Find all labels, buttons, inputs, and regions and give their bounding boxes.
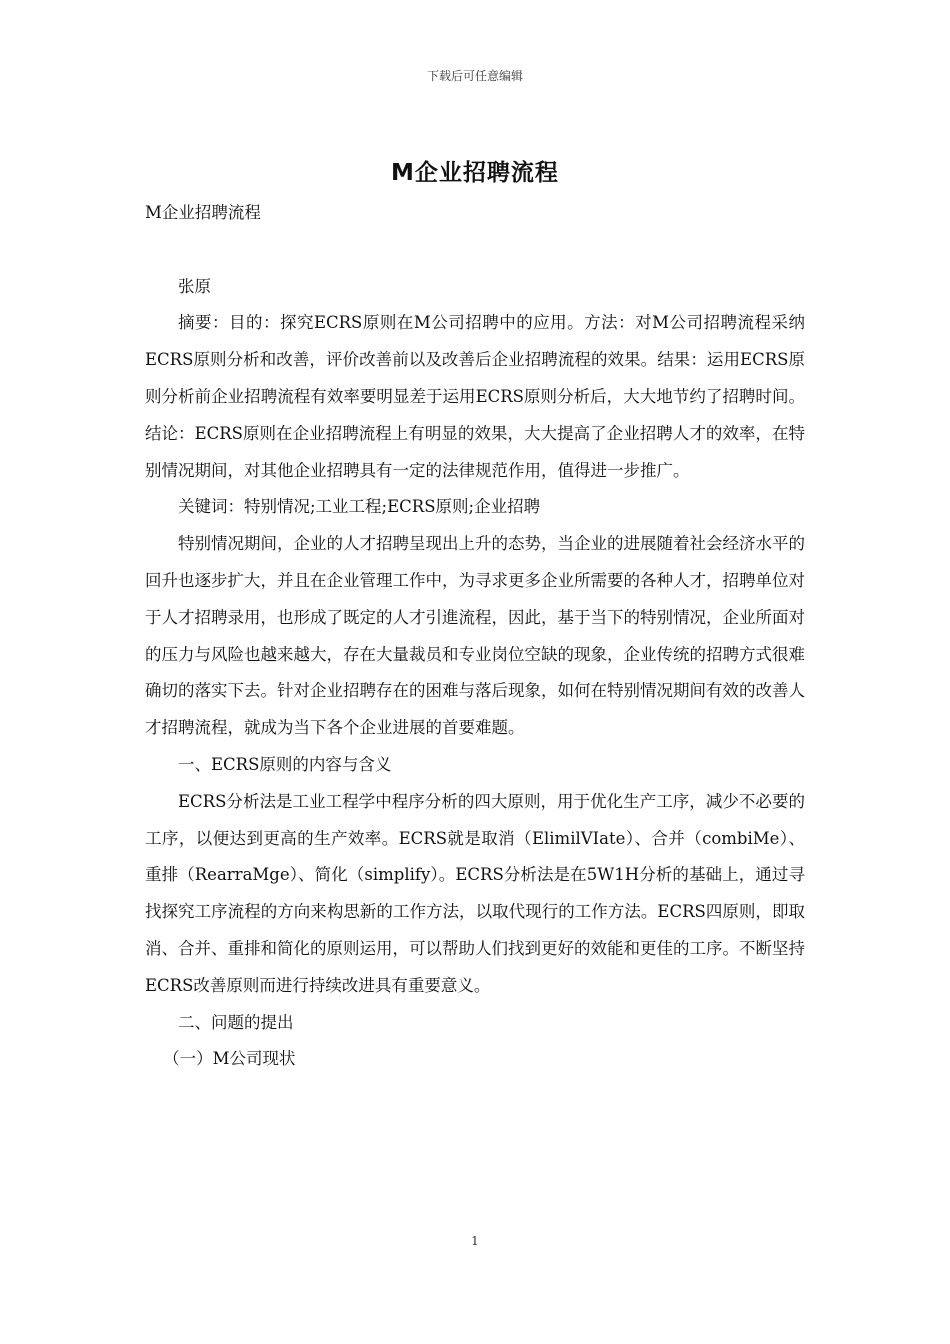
document-body [145,195,805,1078]
intro-paragraph: 特别情况期间，企业的人才招聘呈现出上升的态势，当企业的进展随着社会经济水平的回升也逐步扩大，并且在企业管理工作中，为寻求更多企业所需要的各种人才，招聘单位对于人才招聘录用，也形成了既定的人才引進流程，因此，基于当下的特别情况，企业所面对的压力与风险也越来越大，存在大量裁员和专业岗位空缺的现象，企业传统的招聘方式很难确切的落实下去。针对企业招聘存在的困难与落后现象，如何在特别情况期间有效的改善人才招聘流程，就成为当下各个企业进展的首要难题。 [145,534,805,738]
section-heading-1: 一、ECRS原则的内容与含义 [178,754,392,774]
page-header: 下载后可任意编辑 [426,69,523,83]
document-title: M企业招聘流程 [391,160,559,186]
blank-line [145,232,805,269]
page-number: 1 [471,1234,479,1248]
abstract-paragraph: 摘要：目的：探究ECRS原则在M公司招聘中的应用。方法：对M公司招聘流程采纳ECRS原则分析和改善，评价改善前以及改善后企业招聘流程的效果。结果：运用ECRS原则分析前企业招聘流程有效率要明显差于运用ECRS原则分析后，大大地节约了招聘时间。结论：ECRS原则在企业招聘流程上有明显的效果，大大提高了企业招聘人才的效率，在特别情况期间，对其他企业招聘具有一定的法律规范作用，值得进一步推广。 [145,313,805,480]
subtitle-paragraph: M企业招聘流程 [145,203,261,222]
ecrs-paragraph: ECRS分析法是工业工程学中程序分析的四大原则，用于优化生产工序，减少不必要的工序，以便达到更高的生产效率。ECRS就是取消（ElimilVIate）、合并（combiMe）、重排（RearraMge）、简化（simplify）。ECRS分析法是在5W1H分析的基础上，通过寻找探究工序流程的方向来构思新的工作方法，以取代现行的工作方法。ECRS四原则，即取消、合并、重排和简化的原则运用，可以帮助人们找到更好的效能和更佳的工序。不断坚持ECRS改善原则而进行持续改进具有重要意义。 [145,791,805,995]
subsection-heading-1: （一）M公司现状 [163,1049,296,1069]
author-paragraph: 张原 [178,276,211,296]
keywords-paragraph: 关键词：特别情况;工业工程;ECRS原则;企业招聘 [178,497,541,517]
section-heading-2: 二、问题的提出 [178,1012,294,1032]
